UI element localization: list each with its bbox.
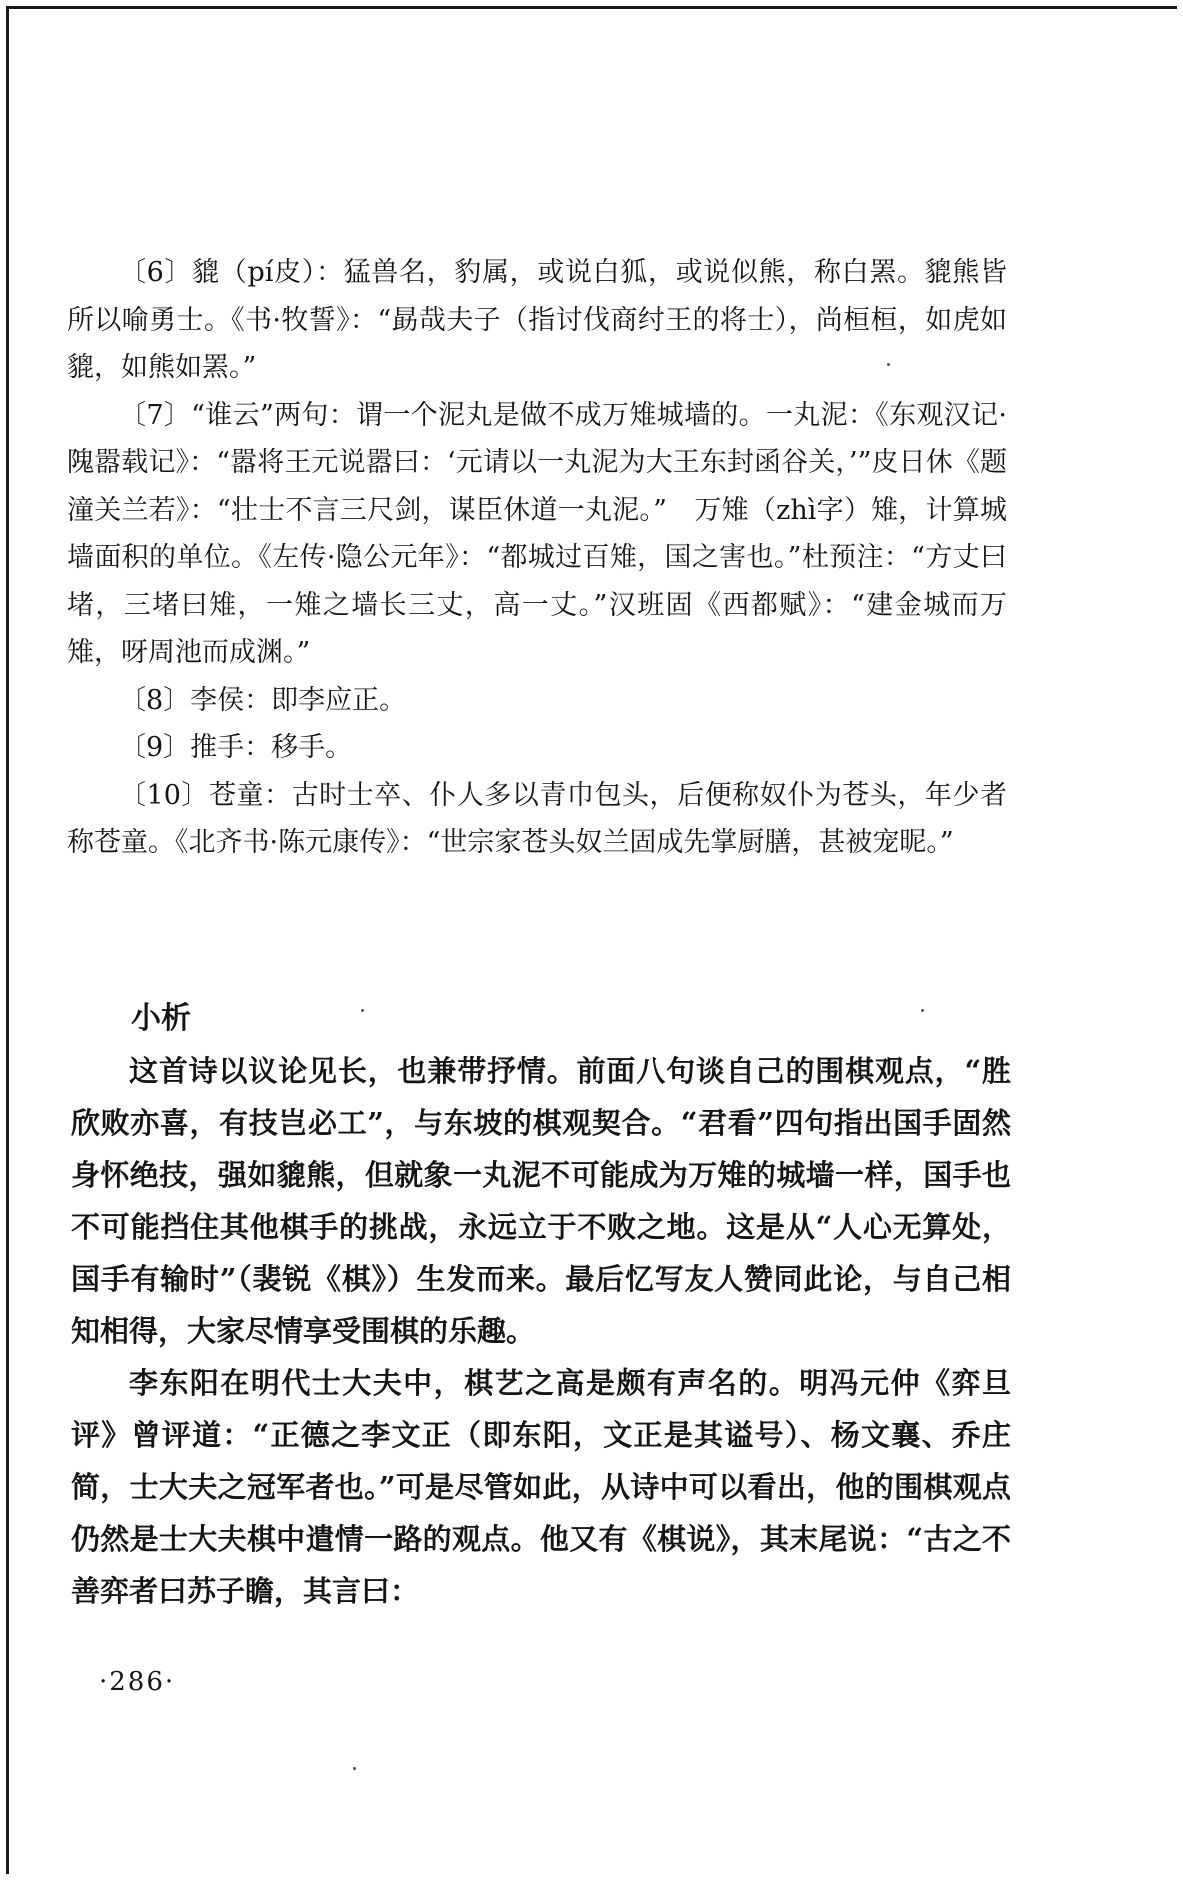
scan-speck <box>361 1009 364 1012</box>
analysis-heading: 小析 <box>131 1001 191 1036</box>
page-number: ·286· <box>99 1667 176 1697</box>
scan-speck <box>887 363 890 366</box>
analysis-paragraph-2: 李东阳在明代士大夫中，棋艺之高是颇有声名的。明冯元仲《弈旦评》曾评道：“正德之李文正（即东阳，文正是其谥号）、杨文襄、乔庄简，士大夫之冠军者也。”可是尽管如此，从诗中可以看出，他的围棋观点仍然是士大夫棋中遣情一路的观点。他又有《棋说》，其末尾说：“古之不善弈者曰苏子瞻，其言曰： <box>71 1366 1011 1608</box>
analysis-section <box>71 997 1011 1617</box>
note-9: 〔9〕推手：移手。 <box>119 732 353 763</box>
note-10: 〔10〕苍童：古时士卒、仆人多以青巾包头，后便称奴仆为苍头，年少者称苍童。《北齐书·陈元康传》：“世宗家苍头奴兰固成先掌厨膳，甚被宠昵。” <box>67 779 1007 858</box>
note-7: 〔7〕“谁云”两句：谓一个泥丸是做不成万雉城墙的。一丸泥：《东观汉记·隗嚣载记》：“嚣将王元说嚣曰：‘元请以一丸泥为大王东封函谷关，’”皮日休《题潼关兰若》：“壮士不言三尺剑，谋臣休道一丸泥。” 万雉（zhì字）雉，计算城墙面积的单位。《左传·隐公元年》：“都城过百雉，国之害也。”杜预注：“方丈曰堵，三堵曰雉，一雉之墙长三丈，高一丈。”汉班固《西都赋》：“建金城而万雉，呀周池而成渊。” <box>67 399 1007 668</box>
note-8: 〔8〕李侯：即李应正。 <box>119 684 407 716</box>
scan-speck <box>921 1009 924 1012</box>
annotation-notes <box>67 249 1007 867</box>
note-6: 〔6〕貔（pí皮）：猛兽名，豹属，或说白狐，或说似熊，称白罴。貔熊皆所以喻勇士。《书·牧誓》：“勗哉夫子（指讨伐商纣王的将士），尚桓桓，如虎如貔，如熊如罴。” <box>67 257 1007 383</box>
book-page <box>6 6 1177 1874</box>
analysis-paragraph-1: 这首诗以议论见长，也兼带抒情。前面八句谈自己的围棋观点，“胜欣败亦喜，有技岂必工”，与东坡的棋观契合。“君看”四句指出国手固然身怀绝技，强如貔熊，但就象一丸泥不可能成为万雉的城墙一样，国手也不可能挡住其他棋手的挑战，永远立于不败之地。这是从“人心无算处，国手有输时”（裴锐《棋》）生发而来。最后忆写友人赞同此论，与自己相知相得，大家尽情享受围棋的乐趣。 <box>71 1054 1011 1348</box>
scan-speck <box>353 1767 356 1770</box>
